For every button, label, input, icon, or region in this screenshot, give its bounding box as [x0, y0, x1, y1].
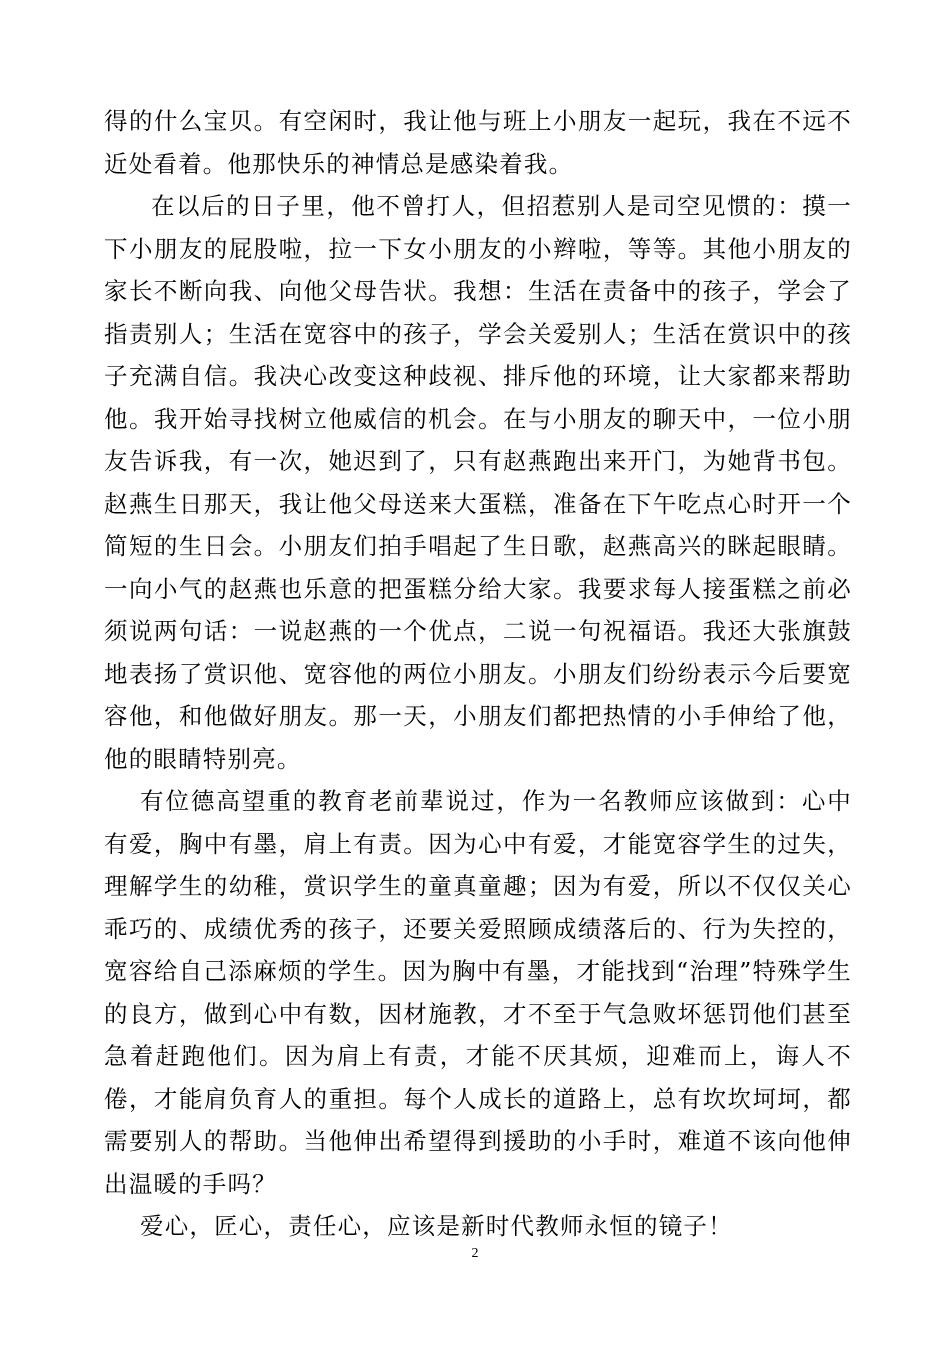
paragraph-2: 在以后的日子里，他不曾打人，但招惹别人是司空见惯的：摸一下小朋友的屁股啦，拉一下女小朋友的小辫啦，等等。其他小朋友的家长不断向我、向他父母告状。我想：生活在责备中的孩子，学会了指责别人；生活在宽容中的孩子，学会关爱别人；生活在赏识中的孩子充满自信。我决心改变这种歧视、排斥他的环境，让大家都来帮助他。我开始寻找树立他威信的机会。在与小朋友的聊天中，一位小朋友告诉我，有一次，她迟到了，只有赵燕跑出来开门，为她背书包。赵燕生日那天，我让他父母送来大蛋糕，准备在下午吃点心时开一个简短的生日会。小朋友们拍手唱起了生日歌，赵燕高兴的眯起眼睛。一向小气的赵燕也乐意的把蛋糕分给大家。我要求每人接蛋糕之前必须说两句话：一说赵燕的一个优点，二说一句祝福语。我还大张旗鼓地表扬了赏识他、宽容他的两位小朋友。小朋友们纷纷表示今后要宽容他，和他做好朋友。那一天，小朋友们都把热情的小手伸给了他，他的眼睛特别亮。 — [104, 192, 852, 773]
page-number: 2 — [471, 1246, 479, 1261]
paragraph-1: 得的什么宝贝。有空闲时，我让他与班上小朋友一起玩，我在不远不近处看着。他那快乐的神情总是感染着我。 — [104, 107, 852, 178]
body-text — [104, 100, 852, 1248]
paragraph-4: 爱心，匠心，责任心，应该是新时代教师永恒的镜子！ — [140, 1212, 733, 1240]
paragraph-3: 有位德高望重的教育老前辈说过，作为一名教师应该做到：心中有爱，胸中有墨，肩上有责。因为心中有爱，才能宽容学生的过失，理解学生的幼稚，赏识学生的童真童趣；因为有爱，所以不仅仅关心乖巧的、成绩优秀的孩子，还要关爱照顾成绩落后的、行为失控的，宽容给自己添麻烦的学生。因为胸中有墨，才能找到“治理”特殊学生的良方，做到心中有数，因材施教，才不至于气急败坏惩罚他们甚至急着赶跑他们。因为肩上有责，才能不厌其烦，迎难而上，诲人不倦，才能肩负育人的重担。每个人成长的道路上，总有坎坎坷坷，都需要别人的帮助。当他伸出希望得到援助的小手时，难道不该向他伸出温暖的手吗？ — [104, 787, 852, 1198]
